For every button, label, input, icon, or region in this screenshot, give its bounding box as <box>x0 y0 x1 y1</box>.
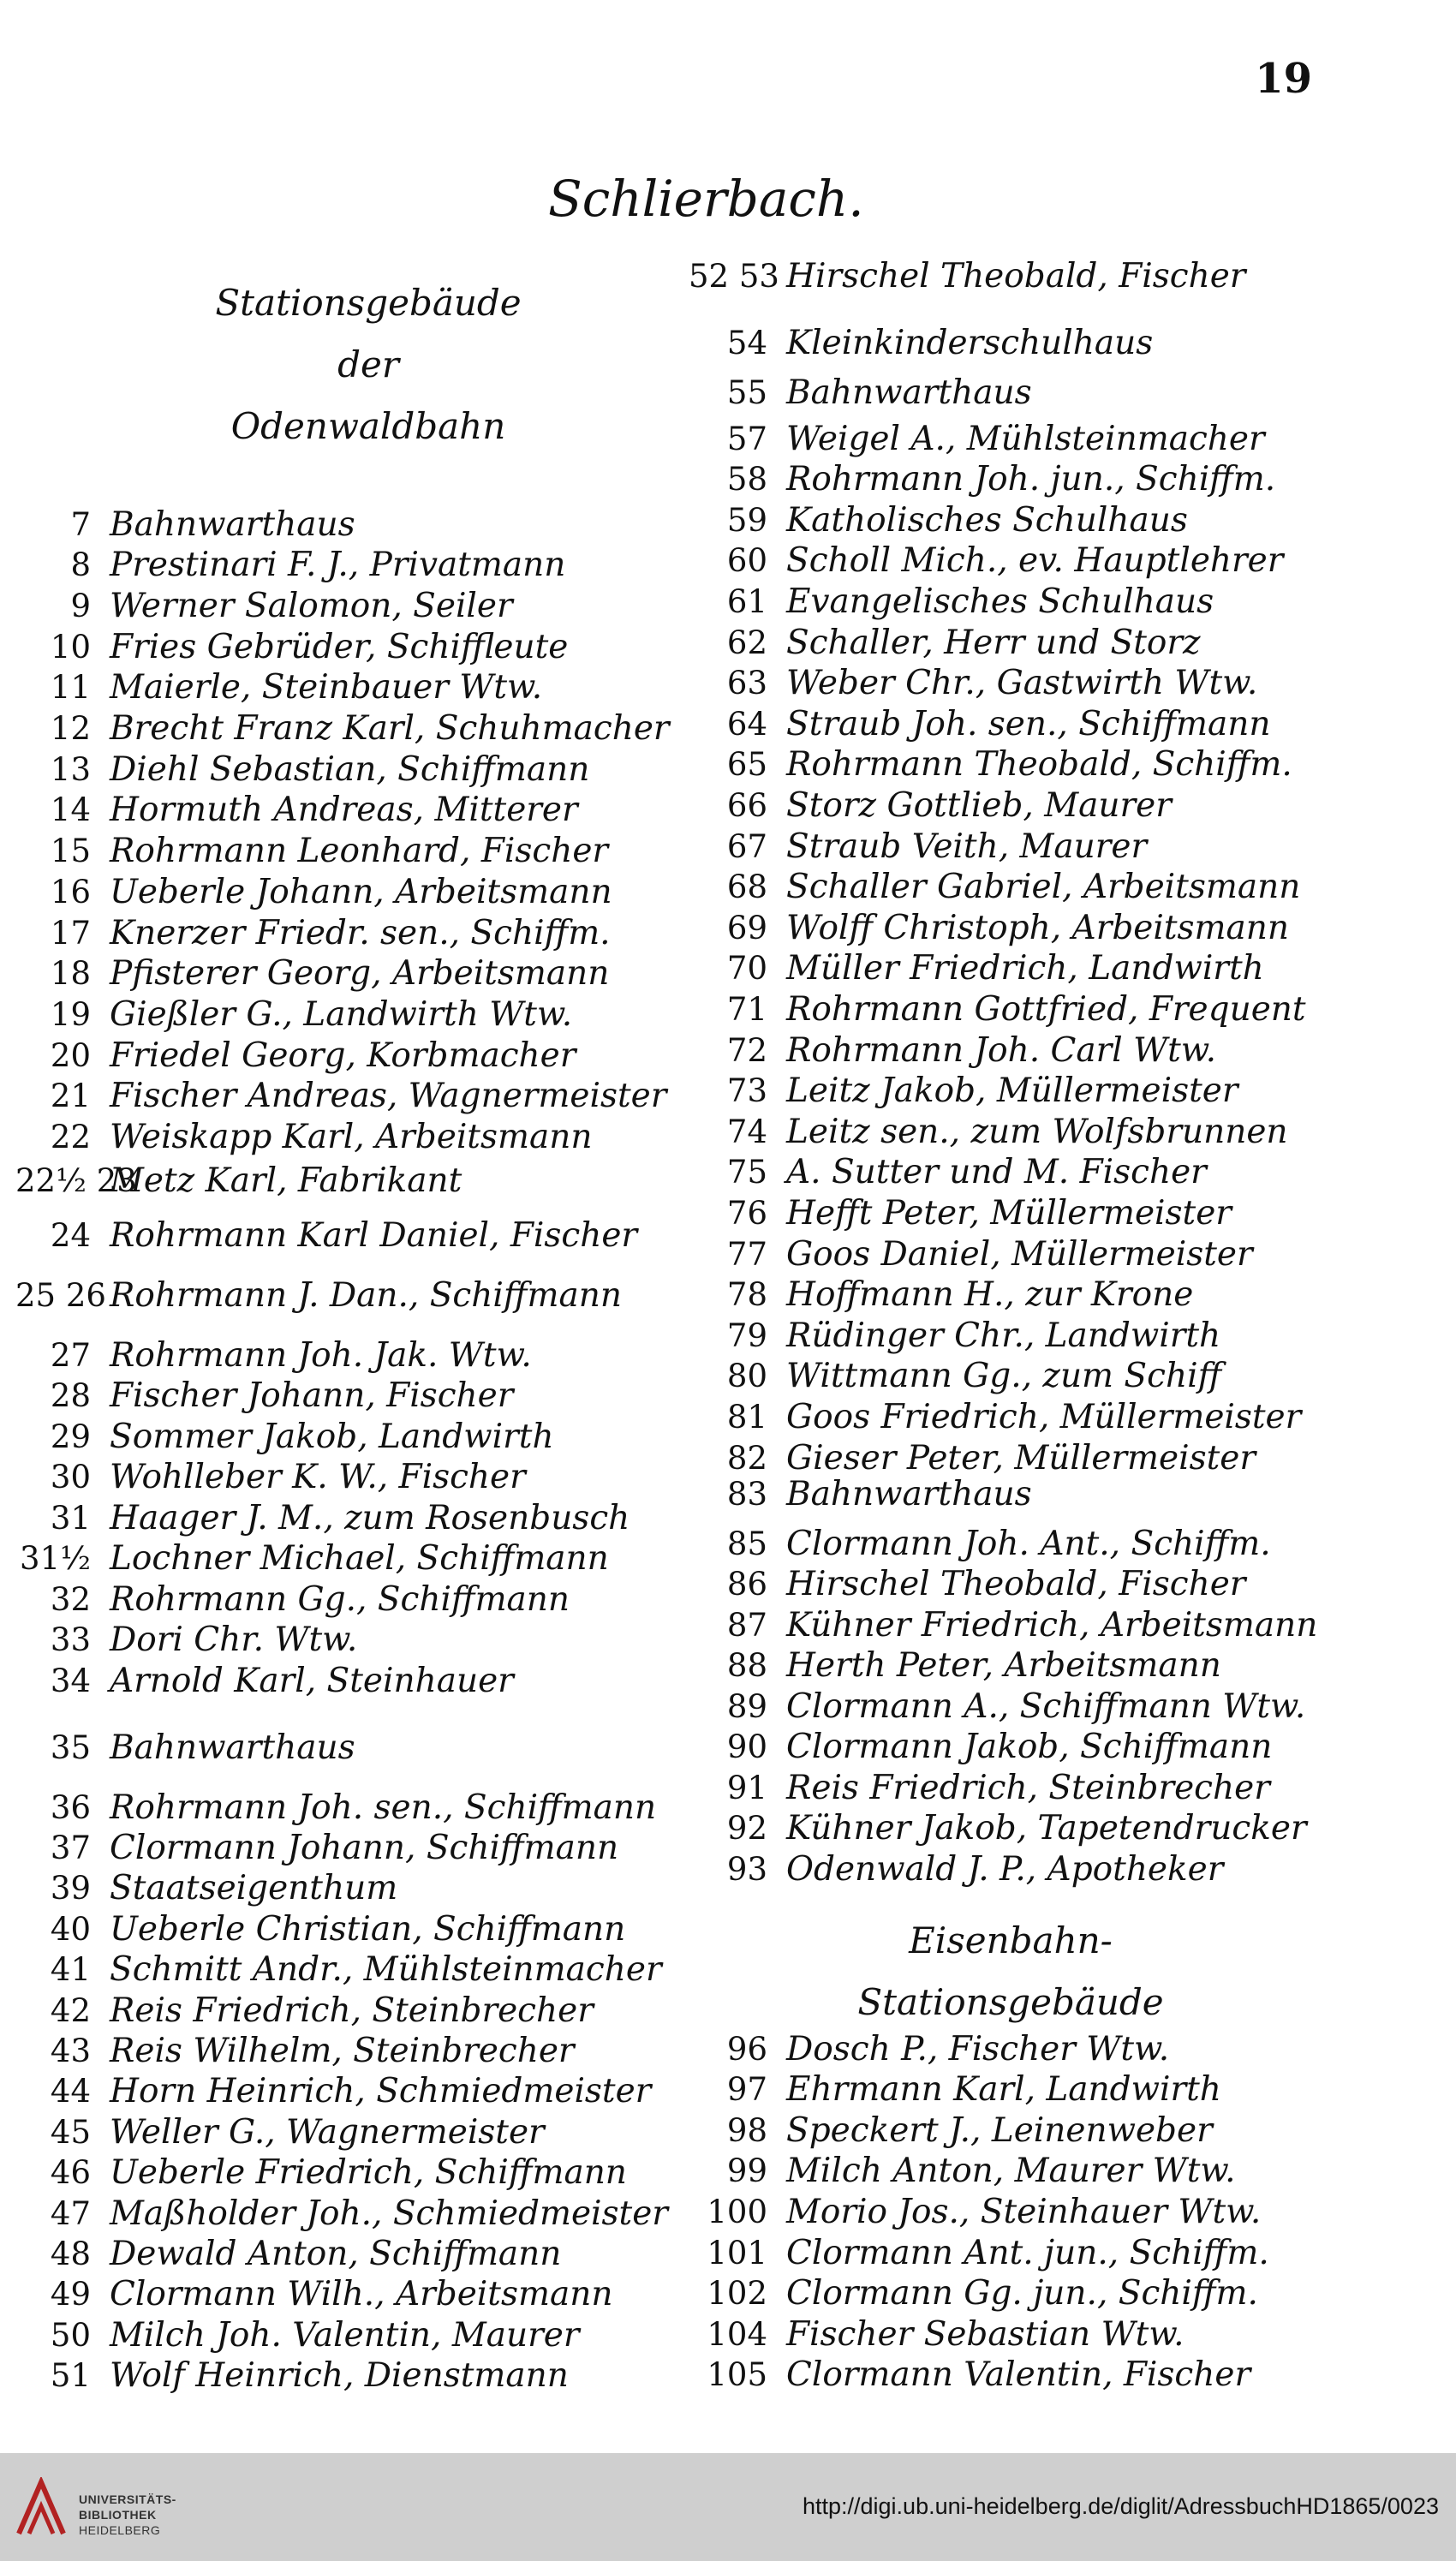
directory-entry <box>689 786 1172 824</box>
directory-entry <box>15 628 568 666</box>
directory-entry <box>689 1439 1256 1477</box>
house-number: 15 <box>50 833 91 870</box>
directory-entry <box>689 1566 1245 1603</box>
house-number: 22½ 23 <box>15 1161 137 1199</box>
directory-entry <box>689 257 1245 295</box>
house-number: 87 <box>726 1606 767 1644</box>
resident-name: Fischer Johann, Fischer <box>110 1376 514 1415</box>
source-url-link[interactable]: http://digi.ub.uni-heidelberg.de/diglit/AdressbuchHD1865/0023 <box>802 2493 1439 2519</box>
resident-name: Rohrmann Theobald, Schiffm. <box>786 745 1292 785</box>
resident-name: Schaller Gabriel, Arbeitsmann <box>786 868 1301 907</box>
house-number: 14 <box>50 791 91 829</box>
resident-name: Dori Chr. Wtw. <box>110 1621 358 1659</box>
resident-name: Bahnwarthaus <box>110 504 355 544</box>
directory-entry <box>15 833 608 870</box>
house-number: 54 <box>726 324 767 361</box>
resident-name: Müller Friedrich, Landwirth <box>786 949 1264 988</box>
house-number: 76 <box>726 1194 767 1232</box>
resident-name: Weiskapp Karl, Arbeitsmann <box>110 1118 593 1156</box>
directory-entry <box>689 582 1214 620</box>
house-number: 77 <box>726 1235 767 1273</box>
resident-name: Katholisches Schulhaus <box>786 500 1188 540</box>
resident-name: Hormuth Andreas, Mitterer <box>110 791 578 830</box>
directory-entry <box>689 2111 1213 2149</box>
directory-entry <box>15 1161 462 1199</box>
resident-name: Bahnwarthaus <box>786 1474 1032 1513</box>
resident-name: Staatseigenthum <box>110 1869 398 1908</box>
logo-text: HEIDELBERG <box>79 2523 161 2537</box>
house-number: 74 <box>726 1113 767 1150</box>
right-section-heading <box>822 1910 1199 2033</box>
directory-entry <box>689 2152 1236 2190</box>
house-number: 88 <box>726 1647 767 1684</box>
resident-name: Scholl Mich., ev. Hauptlehrer <box>786 541 1284 581</box>
resident-name: Odenwald J. P., Apotheker <box>786 1849 1224 1889</box>
house-number: 99 <box>726 2152 767 2190</box>
directory-entry <box>689 2030 1169 2068</box>
directory-entry <box>15 1418 554 1455</box>
resident-name: A. Sutter und M. Fischer <box>786 1153 1207 1192</box>
resident-name: Haager J. M., zum Rosenbusch <box>110 1498 630 1537</box>
house-number: 50 <box>50 2316 91 2354</box>
house-number: 101 <box>707 2234 767 2271</box>
resident-name: Goos Friedrich, Müllermeister <box>786 1397 1302 1436</box>
house-number: 40 <box>50 1910 91 1948</box>
house-number: 62 <box>726 624 767 661</box>
resident-name: Horn Heinrich, Schmiedmeister <box>110 2072 652 2111</box>
directory-entry <box>689 1358 1221 1395</box>
directory-entry <box>15 1336 532 1374</box>
resident-name: Leitz Jakob, Müllermeister <box>786 1072 1238 1111</box>
house-number: 31 <box>50 1499 91 1537</box>
house-number: 29 <box>50 1418 91 1455</box>
directory-entry <box>15 955 609 993</box>
resident-name: Metz Karl, Fabrikant <box>110 1161 462 1200</box>
house-number: 21 <box>50 1078 91 1115</box>
directory-entry <box>15 1216 637 1254</box>
house-number: 83 <box>726 1475 767 1513</box>
footer-bar <box>0 2453 1456 2561</box>
resident-name: Wittmann Gg., zum Schiff <box>786 1357 1222 1396</box>
directory-entry <box>15 791 578 829</box>
resident-name: Rohrmann Joh. Jak. Wtw. <box>110 1335 532 1375</box>
house-number: 90 <box>726 1728 767 1765</box>
resident-name: Schmitt Andr., Mühlsteinmacher <box>110 1950 662 1990</box>
resident-name: Weber Chr., Gastwirth Wtw. <box>786 664 1258 703</box>
resident-name: Rohrmann Joh. Carl Wtw. <box>786 1030 1217 1070</box>
resident-name: Rohrmann Joh. jun., Schiffm. <box>786 460 1276 499</box>
resident-name: Bahnwarthaus <box>786 373 1032 412</box>
resident-name: Rohrmann Karl Daniel, Fischer <box>110 1215 638 1255</box>
house-number: 60 <box>726 542 767 580</box>
directory-entry <box>689 1113 1288 1150</box>
directory-entry <box>15 1662 514 1699</box>
house-number: 20 <box>50 1036 91 1074</box>
directory-entry <box>689 461 1275 498</box>
house-number: 51 <box>50 2357 91 2395</box>
house-number: 96 <box>726 2030 767 2068</box>
library-emblem-icon <box>15 2477 69 2539</box>
directory-entry <box>15 2194 668 2232</box>
directory-entry <box>15 669 542 707</box>
resident-name: Goos Daniel, Müllermeister <box>786 1234 1253 1274</box>
house-number: 104 <box>707 2315 767 2353</box>
directory-entry <box>15 2316 580 2354</box>
house-number: 11 <box>50 669 91 707</box>
directory-entry <box>15 1036 576 1074</box>
house-number: 7 <box>70 505 91 543</box>
house-number: 98 <box>726 2111 767 2149</box>
resident-name: Rohrmann Leonhard, Fischer <box>110 832 609 871</box>
house-number: 81 <box>726 1398 767 1436</box>
resident-name: Knerzer Friedr. sen., Schiffm. <box>110 913 611 952</box>
resident-name: Reis Wilhelm, Steinbrecher <box>110 2031 575 2070</box>
resident-name: Morio Jos., Steinhauer Wtw. <box>786 2192 1262 2231</box>
house-number: 92 <box>726 1810 767 1847</box>
directory-entry <box>689 1475 1032 1513</box>
house-number: 33 <box>50 1621 91 1658</box>
house-number: 35 <box>50 1728 91 1766</box>
resident-name: Arnold Karl, Steinhauer <box>110 1661 514 1700</box>
resident-name: Ueberle Friedrich, Schiffmann <box>110 2153 627 2193</box>
house-number: 82 <box>726 1439 767 1477</box>
house-number: 66 <box>726 786 767 824</box>
directory-entry <box>15 995 572 1033</box>
house-number: 85 <box>726 1525 767 1562</box>
house-number: 72 <box>726 1031 767 1069</box>
house-number: 52 53 <box>689 257 779 295</box>
house-number: 31½ <box>20 1540 91 1577</box>
directory-entry <box>15 1728 355 1766</box>
resident-name: Clormann Gg. jun., Schiffm. <box>786 2274 1258 2313</box>
house-number: 45 <box>50 2113 91 2151</box>
resident-name: Weigel A., Mühlsteinmacher <box>786 419 1265 458</box>
resident-name: Speckert J., Leinenweber <box>786 2110 1213 2150</box>
house-number: 70 <box>726 950 767 988</box>
house-number: 25 26 <box>15 1276 106 1314</box>
directory-entry <box>689 2193 1261 2230</box>
directory-entry <box>689 909 1289 946</box>
library-logo[interactable] <box>15 2472 187 2546</box>
directory-entry <box>689 869 1300 906</box>
resident-name: Clormann Johann, Schiffmann <box>110 1828 619 1867</box>
directory-entry <box>689 1687 1305 1725</box>
directory-entry <box>15 1540 609 1578</box>
house-number: 105 <box>707 2356 767 2394</box>
directory-entry <box>689 746 1292 784</box>
resident-name: Wolff Christoph, Arbeitsmann <box>786 908 1290 947</box>
house-number: 24 <box>50 1216 91 1254</box>
house-number: 64 <box>726 705 767 743</box>
resident-name: Herth Peter, Arbeitsmann <box>786 1646 1221 1685</box>
page-number: 19 <box>1255 55 1312 103</box>
resident-name: Milch Anton, Maurer Wtw. <box>786 2152 1236 2191</box>
house-number: 91 <box>726 1769 767 1806</box>
directory-entry <box>15 1829 618 1866</box>
resident-name: Reis Friedrich, Steinbrecher <box>786 1768 1270 1807</box>
house-number: 32 <box>50 1580 91 1618</box>
directory-entry <box>689 324 1153 361</box>
house-number: 34 <box>50 1662 91 1699</box>
logo-text: BIBLIOTHEK <box>79 2508 157 2522</box>
directory-entry <box>689 1810 1307 1848</box>
house-number: 89 <box>726 1687 767 1725</box>
house-number: 68 <box>726 869 767 906</box>
resident-name: Gießler G., Landwirth Wtw. <box>110 994 573 1034</box>
resident-name: Dosch P., Fischer Wtw. <box>786 2029 1170 2068</box>
directory-entry <box>15 505 355 543</box>
house-number: 102 <box>707 2275 767 2313</box>
directory-entry <box>689 1316 1220 1354</box>
heading-line: Stationsgebäude <box>857 1981 1164 2023</box>
directory-entry <box>15 2235 561 2272</box>
directory-entry <box>689 827 1147 865</box>
directory-entry <box>689 2356 1250 2394</box>
directory-entry <box>15 2032 575 2069</box>
resident-name: Straub Veith, Maurer <box>786 827 1148 866</box>
directory-entry <box>689 1647 1221 1685</box>
resident-name: Maßholder Joh., Schmiedmeister <box>110 2194 668 2233</box>
directory-entry <box>15 1377 513 1415</box>
resident-name: Weller G., Wagnermeister <box>110 2112 545 2152</box>
resident-name: Rohrmann Gottfried, Frequent <box>786 989 1306 1029</box>
resident-name: Pfisterer Georg, Arbeitsmann <box>110 954 610 994</box>
house-number: 44 <box>50 2073 91 2110</box>
directory-entry <box>15 914 611 952</box>
house-number: 67 <box>726 827 767 865</box>
house-number: 80 <box>726 1358 767 1395</box>
resident-name: Fischer Andreas, Wagnermeister <box>110 1077 667 1116</box>
resident-name: Straub Joh. sen., Schiffmann <box>786 704 1271 743</box>
directory-entry <box>15 1870 397 1907</box>
resident-name: Hirschel Theobald, Fischer <box>786 256 1246 296</box>
resident-name: Clormann Joh. Ant., Schiffm. <box>786 1524 1271 1563</box>
directory-entry <box>689 2071 1221 2109</box>
resident-name: Ueberle Christian, Schiffmann <box>110 1909 626 1949</box>
house-number: 58 <box>726 461 767 498</box>
house-number: 22 <box>50 1119 91 1155</box>
resident-name: Clormann Ant. jun., Schiffm. <box>786 2233 1269 2272</box>
directory-entry <box>15 1119 592 1156</box>
house-number: 75 <box>726 1154 767 1191</box>
house-number: 93 <box>726 1850 767 1888</box>
resident-name: Milch Joh. Valentin, Maurer <box>110 2315 580 2355</box>
directory-entry <box>689 950 1264 988</box>
page-title: Schlierbach. <box>548 170 864 228</box>
directory-entry <box>689 1850 1223 1888</box>
directory-entry <box>689 1154 1207 1191</box>
directory-entry <box>689 705 1270 743</box>
resident-name: Werner Salomon, Seiler <box>110 586 513 625</box>
house-number: 12 <box>50 710 91 747</box>
house-number: 71 <box>726 990 767 1028</box>
directory-entry <box>15 750 589 788</box>
resident-name: Storz Gottlieb, Maurer <box>786 785 1172 825</box>
resident-name: Dewald Anton, Schiffmann <box>110 2234 562 2273</box>
directory-entry <box>689 1728 1272 1766</box>
house-number: 100 <box>707 2193 767 2230</box>
house-number: 17 <box>50 914 91 952</box>
house-number: 37 <box>50 1829 91 1866</box>
house-number: 61 <box>726 582 767 620</box>
resident-name: Prestinari F. J., Privatmann <box>110 546 566 585</box>
directory-entry <box>15 1910 625 1948</box>
resident-name: Clormann Jakob, Schiffmann <box>786 1728 1273 1766</box>
directory-entry <box>689 1398 1301 1436</box>
house-number: 49 <box>50 2276 91 2313</box>
resident-name: Kleinkinderschulhaus <box>786 323 1154 362</box>
house-number: 9 <box>70 587 91 624</box>
house-number: 10 <box>50 628 91 666</box>
resident-name: Clormann Valentin, Fischer <box>786 2355 1251 2395</box>
resident-name: Hoffmann H., zur Krone <box>786 1275 1194 1315</box>
resident-name: Kühner Friedrich, Arbeitsmann <box>786 1605 1318 1645</box>
house-number: 79 <box>726 1316 767 1354</box>
directory-entry <box>689 665 1257 702</box>
resident-name: Hefft Peter, Müllermeister <box>786 1193 1232 1233</box>
house-number: 69 <box>726 909 767 946</box>
resident-name: Rüdinger Chr., Landwirth <box>786 1316 1221 1355</box>
directory-entry <box>15 2073 651 2110</box>
directory-entry <box>689 373 1032 411</box>
house-number: 8 <box>70 546 91 584</box>
house-number: 57 <box>726 420 767 457</box>
resident-name: Bahnwarthaus <box>110 1728 355 1767</box>
resident-name: Wolf Heinrich, Dienstmann <box>110 2356 569 2396</box>
house-number: 19 <box>50 995 91 1033</box>
directory-entry <box>15 546 565 584</box>
house-number: 59 <box>726 501 767 539</box>
directory-entry <box>15 1459 526 1496</box>
directory-entry <box>15 1788 656 1826</box>
directory-entry <box>15 1580 570 1618</box>
directory-entry <box>689 990 1306 1028</box>
resident-name: Rohrmann Joh. sen., Schiffmann <box>110 1788 657 1827</box>
directory-entry <box>689 1606 1317 1644</box>
resident-name: Rohrmann Gg., Schiffmann <box>110 1579 570 1619</box>
resident-name: Reis Friedrich, Steinbrecher <box>110 1991 594 2030</box>
directory-entry <box>689 1525 1271 1562</box>
resident-name: Sommer Jakob, Landwirth <box>110 1417 554 1456</box>
house-number: 30 <box>50 1459 91 1495</box>
logo-text: UNIVERSITÄTS- <box>79 2492 176 2506</box>
house-number: 43 <box>50 2032 91 2069</box>
resident-name: Gieser Peter, Müllermeister <box>786 1438 1256 1478</box>
directory-entry <box>689 1235 1253 1273</box>
resident-name: Kühner Jakob, Tapetendrucker <box>786 1809 1307 1848</box>
house-number: 36 <box>50 1788 91 1826</box>
heading-line: Odenwaldbahn <box>230 405 506 447</box>
resident-name: Schaller, Herr und Storz <box>786 623 1201 662</box>
house-number: 97 <box>726 2071 767 2109</box>
directory-entry <box>15 2113 545 2151</box>
directory-entry <box>689 542 1283 580</box>
house-number: 65 <box>726 746 767 784</box>
directory-entry <box>15 1276 622 1314</box>
resident-name: Clormann Wilh., Arbeitsmann <box>110 2275 613 2314</box>
resident-name: Rohrmann J. Dan., Schiffmann <box>110 1275 622 1315</box>
house-number: 63 <box>726 665 767 702</box>
resident-name: Diehl Sebastian, Schiffmann <box>110 749 590 789</box>
house-number: 47 <box>50 2194 91 2232</box>
house-number: 48 <box>50 2235 91 2272</box>
left-section-heading <box>171 272 565 457</box>
directory-entry <box>15 710 670 748</box>
directory-entry <box>689 1194 1232 1232</box>
house-number: 27 <box>50 1336 91 1374</box>
directory-entry <box>15 1991 594 2029</box>
directory-entry <box>689 624 1201 661</box>
directory-entry <box>689 1031 1216 1069</box>
resident-name: Clormann A., Schiffmann Wtw. <box>786 1686 1306 1726</box>
house-number: 55 <box>726 373 767 411</box>
directory-entry <box>15 2154 627 2192</box>
directory-entry <box>689 1072 1238 1110</box>
house-number: 42 <box>50 1991 91 2029</box>
house-number: 18 <box>50 955 91 993</box>
directory-entry <box>15 587 513 624</box>
heading-line: der <box>337 343 399 385</box>
directory-entry <box>689 2234 1269 2271</box>
directory-entry <box>689 1769 1270 1806</box>
house-number: 13 <box>50 750 91 788</box>
directory-entry <box>15 2357 569 2395</box>
resident-name: Ueberle Johann, Arbeitsmann <box>110 872 612 911</box>
house-number: 39 <box>50 1870 91 1907</box>
resident-name: Leitz sen., zum Wolfsbrunnen <box>786 1112 1288 1151</box>
house-number: 41 <box>50 1951 91 1989</box>
resident-name: Maierle, Steinbauer Wtw. <box>110 668 543 707</box>
resident-name: Ehrmann Karl, Landwirth <box>786 2070 1221 2110</box>
directory-entry <box>689 420 1265 457</box>
resident-name: Hirschel Theobald, Fischer <box>786 1565 1246 1603</box>
resident-name: Fries Gebrüder, Schiffleute <box>110 627 569 666</box>
directory-entry <box>15 1499 630 1537</box>
resident-name: Brecht Franz Karl, Schuhmacher <box>110 709 670 748</box>
directory-entry <box>15 1951 662 1989</box>
heading-line: Eisenbahn- <box>909 1919 1113 1961</box>
house-number: 73 <box>726 1072 767 1110</box>
house-number: 28 <box>50 1377 91 1414</box>
resident-name: Evangelisches Schulhaus <box>786 582 1214 621</box>
directory-entry <box>15 1078 666 1115</box>
directory-entry <box>15 2276 612 2313</box>
resident-name: Friedel Georg, Korbmacher <box>110 1036 576 1075</box>
house-number: 86 <box>726 1566 767 1603</box>
house-number: 46 <box>50 2154 91 2192</box>
directory-entry <box>15 1621 357 1659</box>
resident-name: Lochner Michael, Schiffmann <box>110 1539 609 1578</box>
resident-name: Fischer Sebastian Wtw. <box>786 2314 1184 2354</box>
resident-name: Wohlleber K. W., Fischer <box>110 1458 526 1496</box>
house-number: 78 <box>726 1276 767 1314</box>
directory-entry <box>689 2315 1184 2353</box>
directory-entry <box>689 501 1188 539</box>
directory-entry <box>15 873 612 910</box>
house-number: 16 <box>50 873 91 910</box>
directory-entry <box>689 2275 1258 2313</box>
heading-line: Stationsgebäude <box>215 282 522 324</box>
directory-entry <box>689 1276 1193 1314</box>
